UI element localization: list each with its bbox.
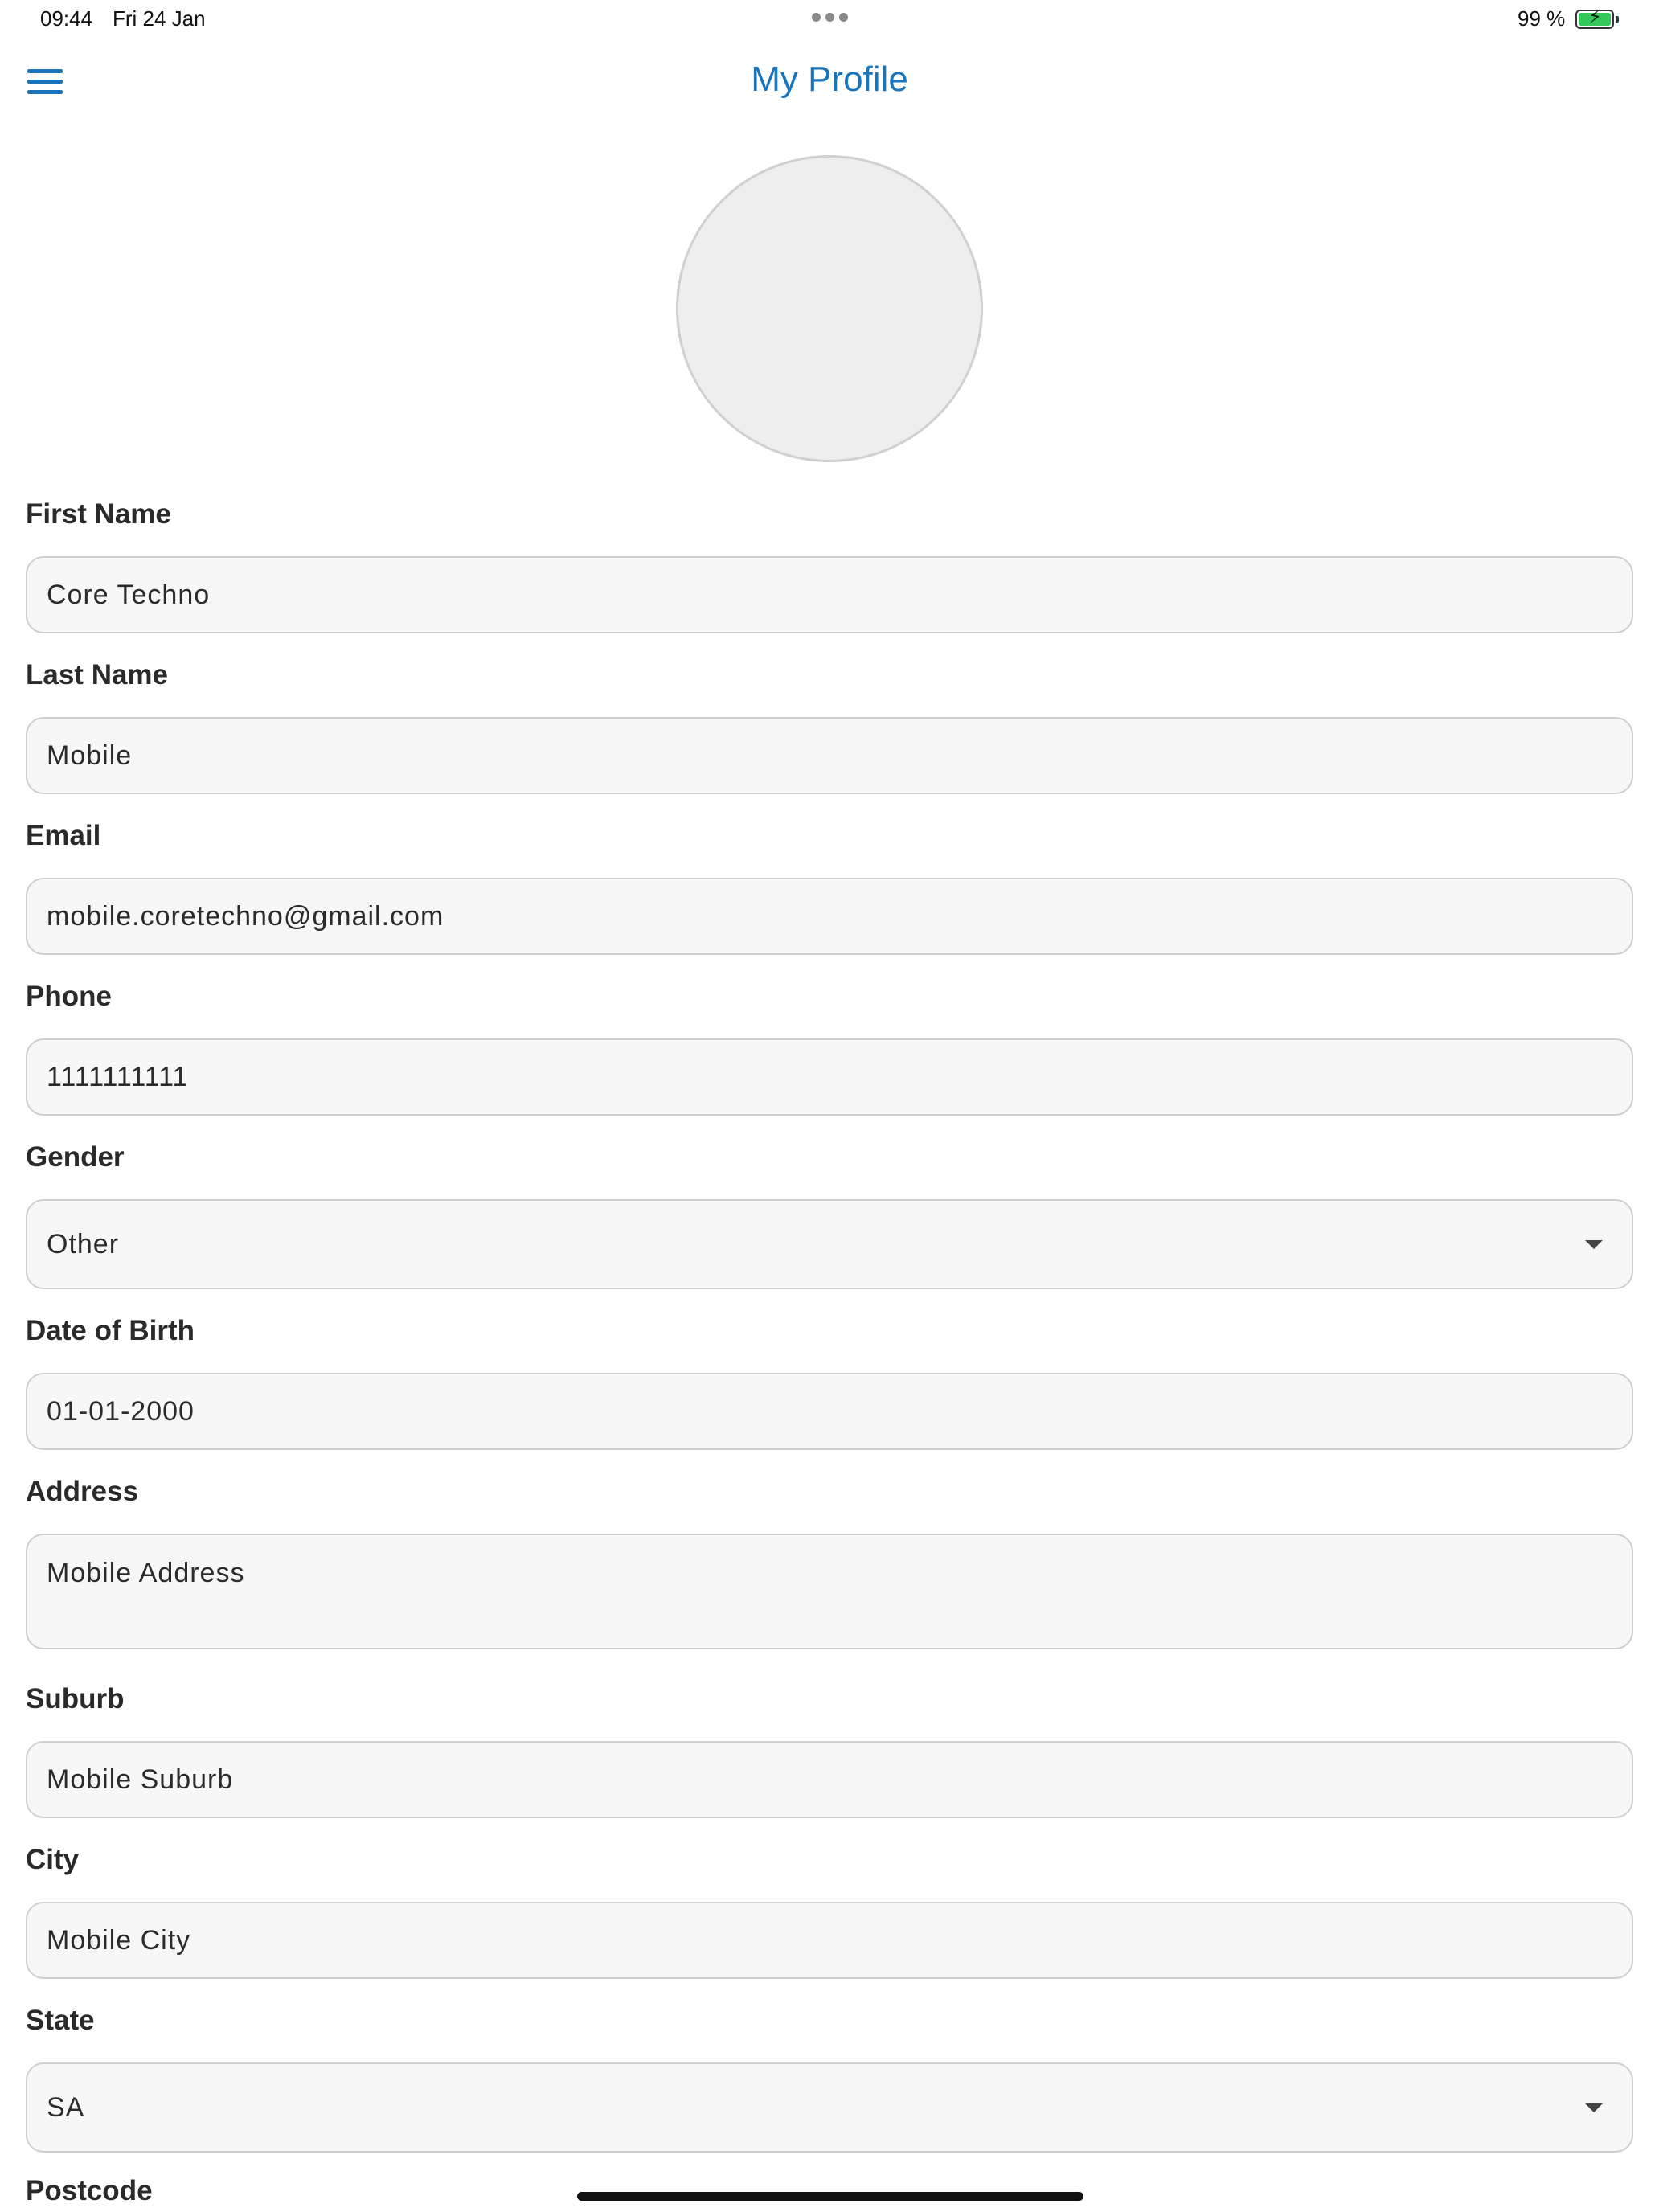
gender-selected-value: Other	[47, 1228, 120, 1260]
postcode-label: Postcode	[26, 2175, 153, 2206]
phone-field[interactable]	[26, 1038, 1633, 1116]
suburb-field[interactable]	[26, 1741, 1633, 1818]
address-label: Address	[26, 1476, 139, 1507]
last-name-label: Last Name	[26, 659, 169, 690]
state-select[interactable]	[26, 2062, 1633, 2153]
first-name-input[interactable]	[47, 580, 1632, 611]
multitasking-dots-icon[interactable]	[812, 13, 848, 22]
city-label: City	[26, 1844, 80, 1875]
dob-label: Date of Birth	[26, 1315, 195, 1346]
last-name-field[interactable]	[26, 717, 1633, 794]
address-input[interactable]	[47, 1558, 1632, 1620]
phone-input[interactable]	[47, 1062, 1632, 1093]
suburb-input[interactable]	[47, 1764, 1632, 1796]
status-date: Fri 24 Jan	[113, 6, 206, 31]
page-title: My Profile	[751, 59, 908, 99]
status-bar	[0, 0, 1659, 39]
first-name-field[interactable]	[26, 556, 1633, 633]
email-input[interactable]	[47, 901, 1632, 932]
chevron-down-icon[interactable]	[1585, 1240, 1603, 1249]
state-label: State	[26, 2005, 95, 2036]
battery-charging-icon: ⚡	[1575, 10, 1614, 29]
state-selected-value: SA	[47, 2091, 85, 2123]
home-indicator[interactable]	[577, 2192, 1083, 2201]
dob-input[interactable]	[47, 1396, 1632, 1428]
last-name-input[interactable]	[47, 740, 1632, 772]
email-field[interactable]	[26, 878, 1633, 955]
city-field[interactable]	[26, 1902, 1633, 1979]
email-label: Email	[26, 820, 101, 851]
chevron-down-icon[interactable]	[1585, 2103, 1603, 2112]
status-time: 09:44	[40, 6, 93, 31]
first-name-label: First Name	[26, 498, 171, 530]
suburb-label: Suburb	[26, 1683, 125, 1714]
address-field[interactable]	[26, 1534, 1633, 1649]
gender-select[interactable]	[26, 1199, 1633, 1289]
city-input[interactable]	[47, 1925, 1632, 1956]
dob-field[interactable]	[26, 1373, 1633, 1450]
avatar[interactable]	[676, 155, 983, 462]
phone-label: Phone	[26, 981, 112, 1012]
battery-percentage: 99 %	[1518, 6, 1566, 31]
gender-label: Gender	[26, 1141, 125, 1173]
